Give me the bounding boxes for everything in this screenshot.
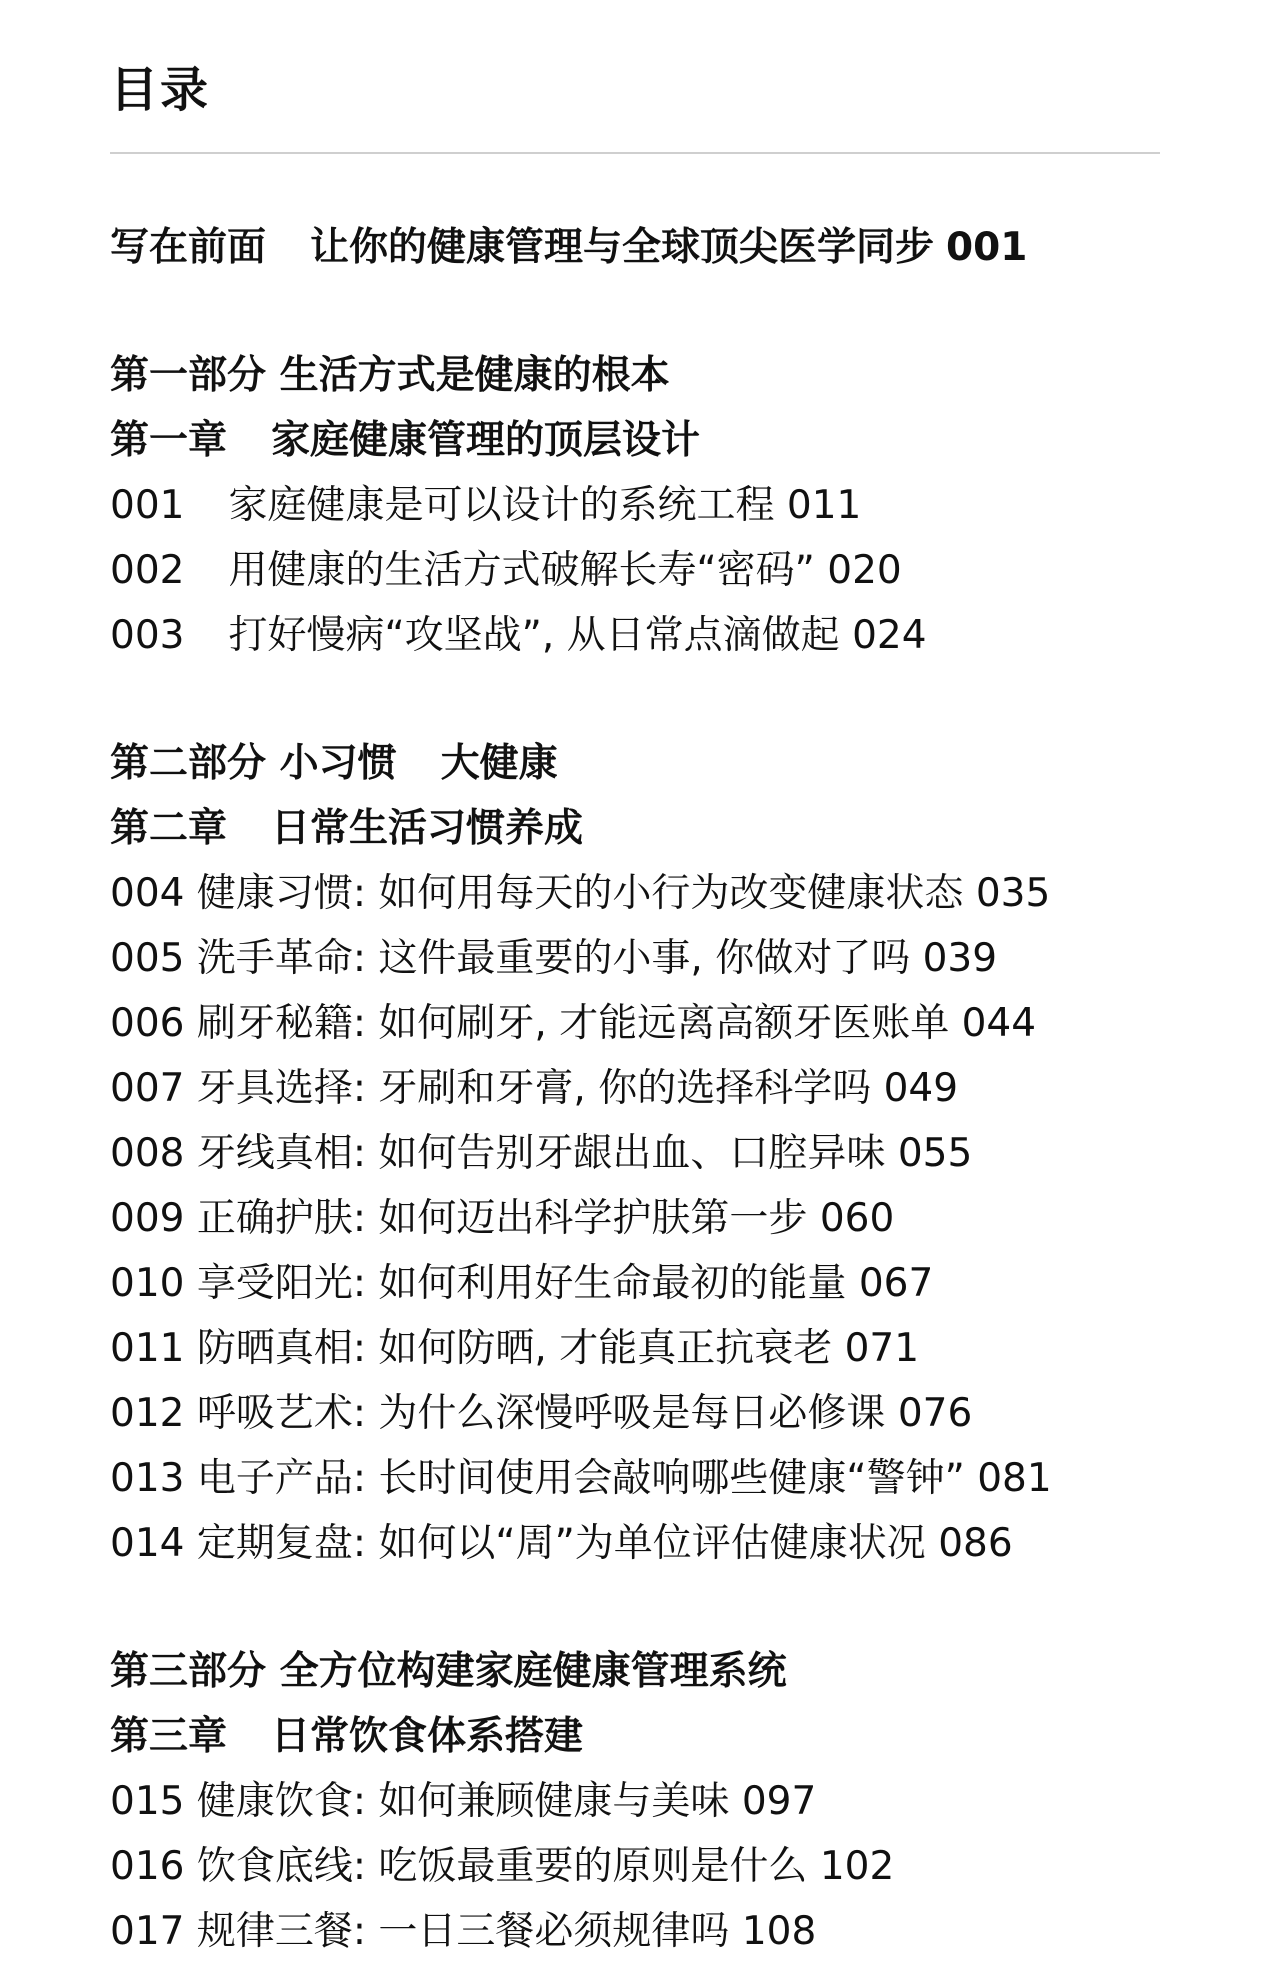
toc-item[interactable]	[110, 1323, 919, 1375]
toc-item-number: 017	[110, 1909, 185, 1954]
toc-item-page: 020	[827, 548, 902, 593]
toc-item-page: 067	[858, 1261, 934, 1306]
toc-item[interactable]	[110, 1518, 1013, 1570]
toc-item-number: 013	[110, 1456, 185, 1501]
toc-item-title: 牙具选择: 牙刷和牙膏, 你的选择科学吗	[196, 1066, 872, 1111]
toc-item-number: 006	[110, 1001, 185, 1046]
toc-item-page: 049	[883, 1066, 959, 1111]
toc-item[interactable]	[110, 1063, 958, 1115]
toc-item[interactable]	[110, 480, 861, 532]
toc-item-title: 刷牙秘籍: 如何刷牙, 才能远离高额牙医账单	[196, 1001, 950, 1046]
toc-item-title: 洗手革命: 这件最重要的小事, 你做对了吗	[196, 936, 911, 981]
toc-item[interactable]	[110, 1258, 933, 1310]
part-title-a: 小习惯	[279, 741, 397, 786]
toc-item-page: 055	[897, 1131, 973, 1176]
toc-item-page: 086	[938, 1521, 1013, 1566]
toc-item-number: 009	[110, 1196, 185, 1241]
toc-item-number: 012	[110, 1391, 185, 1436]
toc-item-page: 102	[819, 1844, 895, 1889]
chapter-title: 家庭健康管理的顶层设计	[271, 418, 701, 463]
toc-item-title: 正确护肤: 如何迈出科学护肤第一步	[196, 1196, 808, 1241]
preface-label: 写在前面	[110, 225, 267, 270]
part-heading[interactable]	[110, 738, 558, 790]
toc-item-title: 健康饮食: 如何兼顾健康与美味	[196, 1779, 730, 1824]
toc-item-title: 防晒真相: 如何防晒, 才能真正抗衰老	[196, 1326, 833, 1371]
toc-item-number: 007	[110, 1066, 185, 1111]
toc-item-number: 001	[110, 483, 185, 528]
toc-item[interactable]	[110, 998, 1036, 1050]
toc-item-number: 011	[110, 1326, 185, 1371]
toc-item[interactable]	[110, 1128, 972, 1180]
toc-item-page: 011	[786, 483, 862, 528]
toc-item-title: 享受阳光: 如何利用好生命最初的能量	[196, 1261, 847, 1306]
chapter-heading[interactable]	[110, 415, 700, 467]
toc-item-page: 044	[961, 1001, 1037, 1046]
toc-item-title: 用健康的生活方式破解长寿“密码”	[228, 548, 815, 593]
toc-item-page: 108	[741, 1909, 817, 1954]
toc-item-number: 005	[110, 936, 185, 981]
toc-item-page: 097	[741, 1779, 817, 1824]
chapter-label: 第二章	[110, 806, 228, 851]
toc-item[interactable]	[110, 1388, 972, 1440]
toc-item-page: 081	[977, 1456, 1052, 1501]
toc-item[interactable]	[110, 1193, 894, 1245]
toc-item[interactable]	[110, 933, 997, 985]
toc-item[interactable]	[110, 610, 927, 662]
chapter-title: 日常生活习惯养成	[271, 806, 584, 851]
title-divider	[110, 152, 1160, 154]
toc-item[interactable]	[110, 1453, 1052, 1505]
toc-item-title: 打好慢病“攻坚战”, 从日常点滴做起	[228, 613, 840, 658]
toc-item-title: 规律三餐: 一日三餐必须规律吗	[196, 1909, 730, 1954]
part-title-b: 大健康	[440, 741, 558, 786]
toc-item-number: 014	[110, 1521, 185, 1566]
toc-item-page: 060	[819, 1196, 895, 1241]
toc-preface[interactable]	[110, 222, 1027, 274]
toc-item-page: 039	[922, 936, 998, 981]
toc-item[interactable]	[110, 545, 902, 597]
toc-item-title: 饮食底线: 吃饭最重要的原则是什么	[196, 1844, 808, 1889]
toc-item-number: 002	[110, 548, 185, 593]
chapter-title: 日常饮食体系搭建	[271, 1714, 584, 1759]
toc-item[interactable]	[110, 1841, 894, 1893]
chapter-heading[interactable]	[110, 803, 583, 855]
toc-item[interactable]	[110, 1776, 816, 1828]
preface-page: 001	[946, 225, 1028, 270]
chapter-heading[interactable]	[110, 1711, 583, 1763]
toc-item[interactable]	[110, 1906, 816, 1958]
part-heading[interactable]: 第一部分 生活方式是健康的根本	[110, 353, 670, 398]
part-label: 第二部分	[110, 741, 267, 786]
toc-item-number: 008	[110, 1131, 185, 1176]
toc-item-title: 健康习惯: 如何用每天的小行为改变健康状态	[196, 871, 964, 916]
part-heading[interactable]: 第三部分 全方位构建家庭健康管理系统	[110, 1649, 787, 1694]
toc-item-number: 004	[110, 871, 185, 916]
toc-item[interactable]	[110, 868, 1050, 920]
chapter-label: 第三章	[110, 1714, 228, 1759]
toc-item-page: 024	[852, 613, 927, 658]
toc-item-number: 003	[110, 613, 185, 658]
toc-item-page: 035	[975, 871, 1051, 916]
chapter-label: 第一章	[110, 418, 228, 463]
toc-item-number: 016	[110, 1844, 185, 1889]
toc-item-number: 015	[110, 1779, 185, 1824]
toc-item-title: 牙线真相: 如何告别牙龈出血、口腔异味	[196, 1131, 886, 1176]
toc-item-title: 家庭健康是可以设计的系统工程	[228, 483, 775, 528]
toc-item-title: 呼吸艺术: 为什么深慢呼吸是每日必修课	[196, 1391, 886, 1436]
toc-item-number: 010	[110, 1261, 185, 1306]
toc-item-page: 071	[844, 1326, 920, 1371]
toc-item-page: 076	[897, 1391, 973, 1436]
toc-item-title: 电子产品: 长时间使用会敲响哪些健康“警钟”	[196, 1456, 965, 1501]
preface-title: 让你的健康管理与全球顶尖医学同步	[310, 225, 935, 270]
toc-title: 目录	[110, 62, 211, 118]
toc-item-title: 定期复盘: 如何以“周”为单位评估健康状况	[196, 1521, 926, 1566]
